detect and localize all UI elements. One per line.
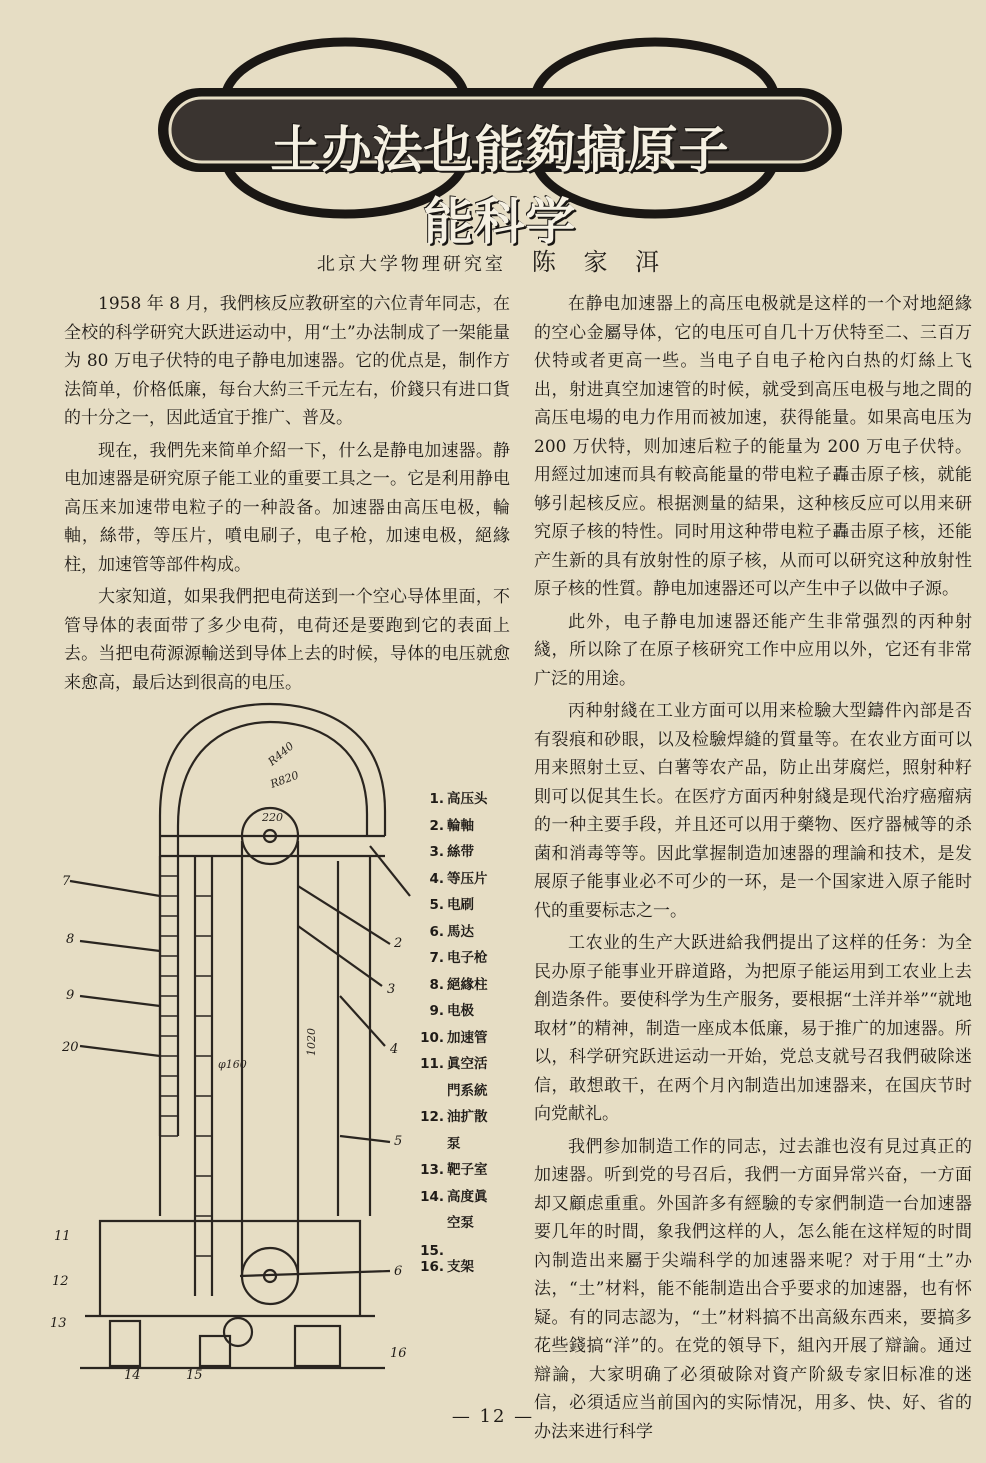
callout-number: 12 xyxy=(52,1274,69,1289)
legend-item: 8. 絕緣柱 xyxy=(429,976,488,993)
legend-item: 13. 靶子室 xyxy=(420,1162,488,1178)
paragraph: 1958 年 8 月，我們核反应教研室的六位青年同志，在全校的科学研究大跃进运动中，用“土”办法制成了一架能量为 80 万电子伏特的电子静电加速器。它的优点是，制作方法简单，价格低廉，每台大約三千元左右，价錢只有进口貨的十分之一，因此适宜于推广、普及。 xyxy=(64,294,510,428)
callout-number: 20 xyxy=(62,1040,79,1055)
accelerator-diagram xyxy=(40,696,420,1386)
dimension-label: R820 xyxy=(268,768,301,791)
callout-number: 11 xyxy=(54,1229,71,1244)
paragraph: 我們参加制造工作的同志，过去誰也沒有見过真正的加速器。听到党的号召后，我們一方面异常兴奋，一方面却又顧虑重重。外国許多有經驗的专家們制造一台加速器要几年的时間，象我們这样的人，怎么能在这样短的时間內制造出来屬于尖端科学的加速器来呢？对于用“土”办法，“土”材料，能不能制造出合乎要求的加速器，也有怀疑。有的同志認为，“土”材料搞不出高級东西来，要搞多花些錢搞“洋”的。在党的領导下，組內开展了辯論。通过辯論，大家明确了必須破除对資产阶級专家旧标准的迷信，必須适应当前国內的实际情况，用多、快、好、省的办法来进行科学 xyxy=(534,1136,972,1442)
legend-item: 7. 电子枪 xyxy=(429,950,488,966)
paragraph: 工农业的生产大跃进給我們提出了这样的任务：为全民办原子能事业开辟道路，为把原子能运用到工农业上去創造条件。要使科学为生产服务，要根据“土洋并举”“就地取材”的精神，制造一座成本低廉，易于推广的加速器。所以，科学研究跃进运动一开始，党总支就号召我們破除迷信，敢想敢干，在两个月內制造出加速器来，在国庆节时向党献礼。 xyxy=(534,933,972,1124)
callout-number: 7 xyxy=(62,874,71,889)
legend-item: 12. 油扩散 xyxy=(420,1109,488,1125)
legend-item-continued: 門系統 xyxy=(447,1082,488,1099)
paragraph: 在静电加速器上的高压电极就是这样的一个对地絕緣的空心金屬导体，它的电压可自几十万伏特至二、三百万伏特或者更高一些。当电子自电子枪內白热的灯絲上飞出，射进真空加速管的时候，就受到高压电极与地之間的高压电場的电力作用而被加速，获得能量。如果高电压为 200 万伏特，则加速后粒子的能量为 200 万电子伏特。用經过加速而具有較高能量的带电粒子轟击原子核，就能够引起核反应。根据测量的結果，这种核反应可以用来研究原子核的特性。同时用这种带电粒子轟击原子核，还能产生新的具有放射性的原子核，从而可以研究这种放射性原子核的性質。静电加速器还可以产生中子以做中子源。 xyxy=(534,294,972,599)
callout-number: 2 xyxy=(394,936,403,951)
left-column xyxy=(64,290,510,701)
callout-number: 14 xyxy=(124,1368,141,1383)
legend-item: 1. 高压头 xyxy=(429,791,488,807)
legend-item: 5. 电刷 xyxy=(429,897,474,913)
dimension-label: 220 xyxy=(262,811,283,824)
legend-item: 10. 加速管 xyxy=(420,1029,488,1046)
legend-item: 15. xyxy=(420,1242,444,1259)
callout-number: 4 xyxy=(390,1042,399,1057)
legend-item-continued: 空泵 xyxy=(447,1215,474,1231)
affiliation: 北京大学物理研究室 xyxy=(316,254,506,275)
page-title: 土办法也能夠搞原子能科学 xyxy=(270,121,730,251)
dimension-label: φ160 xyxy=(218,1058,247,1071)
legend-item-continued: 泵 xyxy=(447,1135,461,1152)
title-banner xyxy=(150,28,850,251)
page-number: — 12 — xyxy=(451,1406,535,1427)
legend-item: 2. 輪軸 xyxy=(429,817,474,834)
callout-number: 6 xyxy=(394,1264,403,1279)
callout-number: 16 xyxy=(390,1346,407,1361)
author-name: 陈 家 洱 xyxy=(531,248,670,276)
legend-item: 11. 眞空活 xyxy=(420,1056,488,1072)
right-column xyxy=(534,290,972,1450)
callout-number: 13 xyxy=(50,1316,67,1331)
legend-item: 4. 等压片 xyxy=(429,870,488,887)
callout-number: 8 xyxy=(66,932,75,947)
dimension-label: R440 xyxy=(265,739,297,769)
legend-item: 16. 支架 xyxy=(420,1258,474,1275)
legend-item: 3. 絲带 xyxy=(429,844,474,860)
legend-item: 6. 馬达 xyxy=(429,923,474,940)
callout-number: 9 xyxy=(66,988,75,1003)
accelerator-drawing xyxy=(40,696,420,1386)
legend-item: 14. 高度眞 xyxy=(420,1188,488,1205)
paragraph: 此外，电子静电加速器还能产生非常强烈的丙种射綫，所以除了在原子核研究工作中应用以外，它还有非常广泛的用途。 xyxy=(534,611,972,689)
callout-number: 5 xyxy=(394,1134,403,1149)
paragraph: 丙种射綫在工业方面可以用来检驗大型鑄件內部是否有裂痕和砂眼，以及检驗焊縫的質量等。在农业方面可以用来照射土豆、白薯等农产品，防止出芽腐烂，照射种籽則可以促其生长。在医疗方面丙种射綫是现代治疗癌瘤病的一种主要手段，并且还可以用于藥物、医疗器械等的杀菌和消毒等等。因此掌握制造加速器的理論和技术，是发展原子能事业必不可少的一环，是一个国家进入原子能时代的重要标志之一。 xyxy=(534,701,972,921)
paragraph: 现在，我們先来简单介紹一下，什么是静电加速器。静电加速器是研究原子能工业的重要工具之一。它是利用静电高压来加速带电粒子的一种設备。加速器由高压电极，輪軸，絲带，等压片，噴电刷子，电子枪，加速电极，絕緣柱，加速管等部件构成。 xyxy=(64,440,510,575)
byline xyxy=(0,242,986,277)
diagram-legend xyxy=(418,786,518,1275)
dimension-label: 1020 xyxy=(305,1028,318,1056)
legend-item: 9. 电极 xyxy=(429,1003,474,1019)
callout-number: 3 xyxy=(387,982,396,997)
callout-number: 15 xyxy=(186,1368,203,1383)
paragraph: 大家知道，如果我們把电荷送到一个空心导体里面，不管导体的表面带了多少电荷，电荷还是要跑到它的表面上去。当把电荷源源輸送到导体上去的时候，导体的电压就愈来愈高，最后达到很高的电压。 xyxy=(64,587,510,693)
